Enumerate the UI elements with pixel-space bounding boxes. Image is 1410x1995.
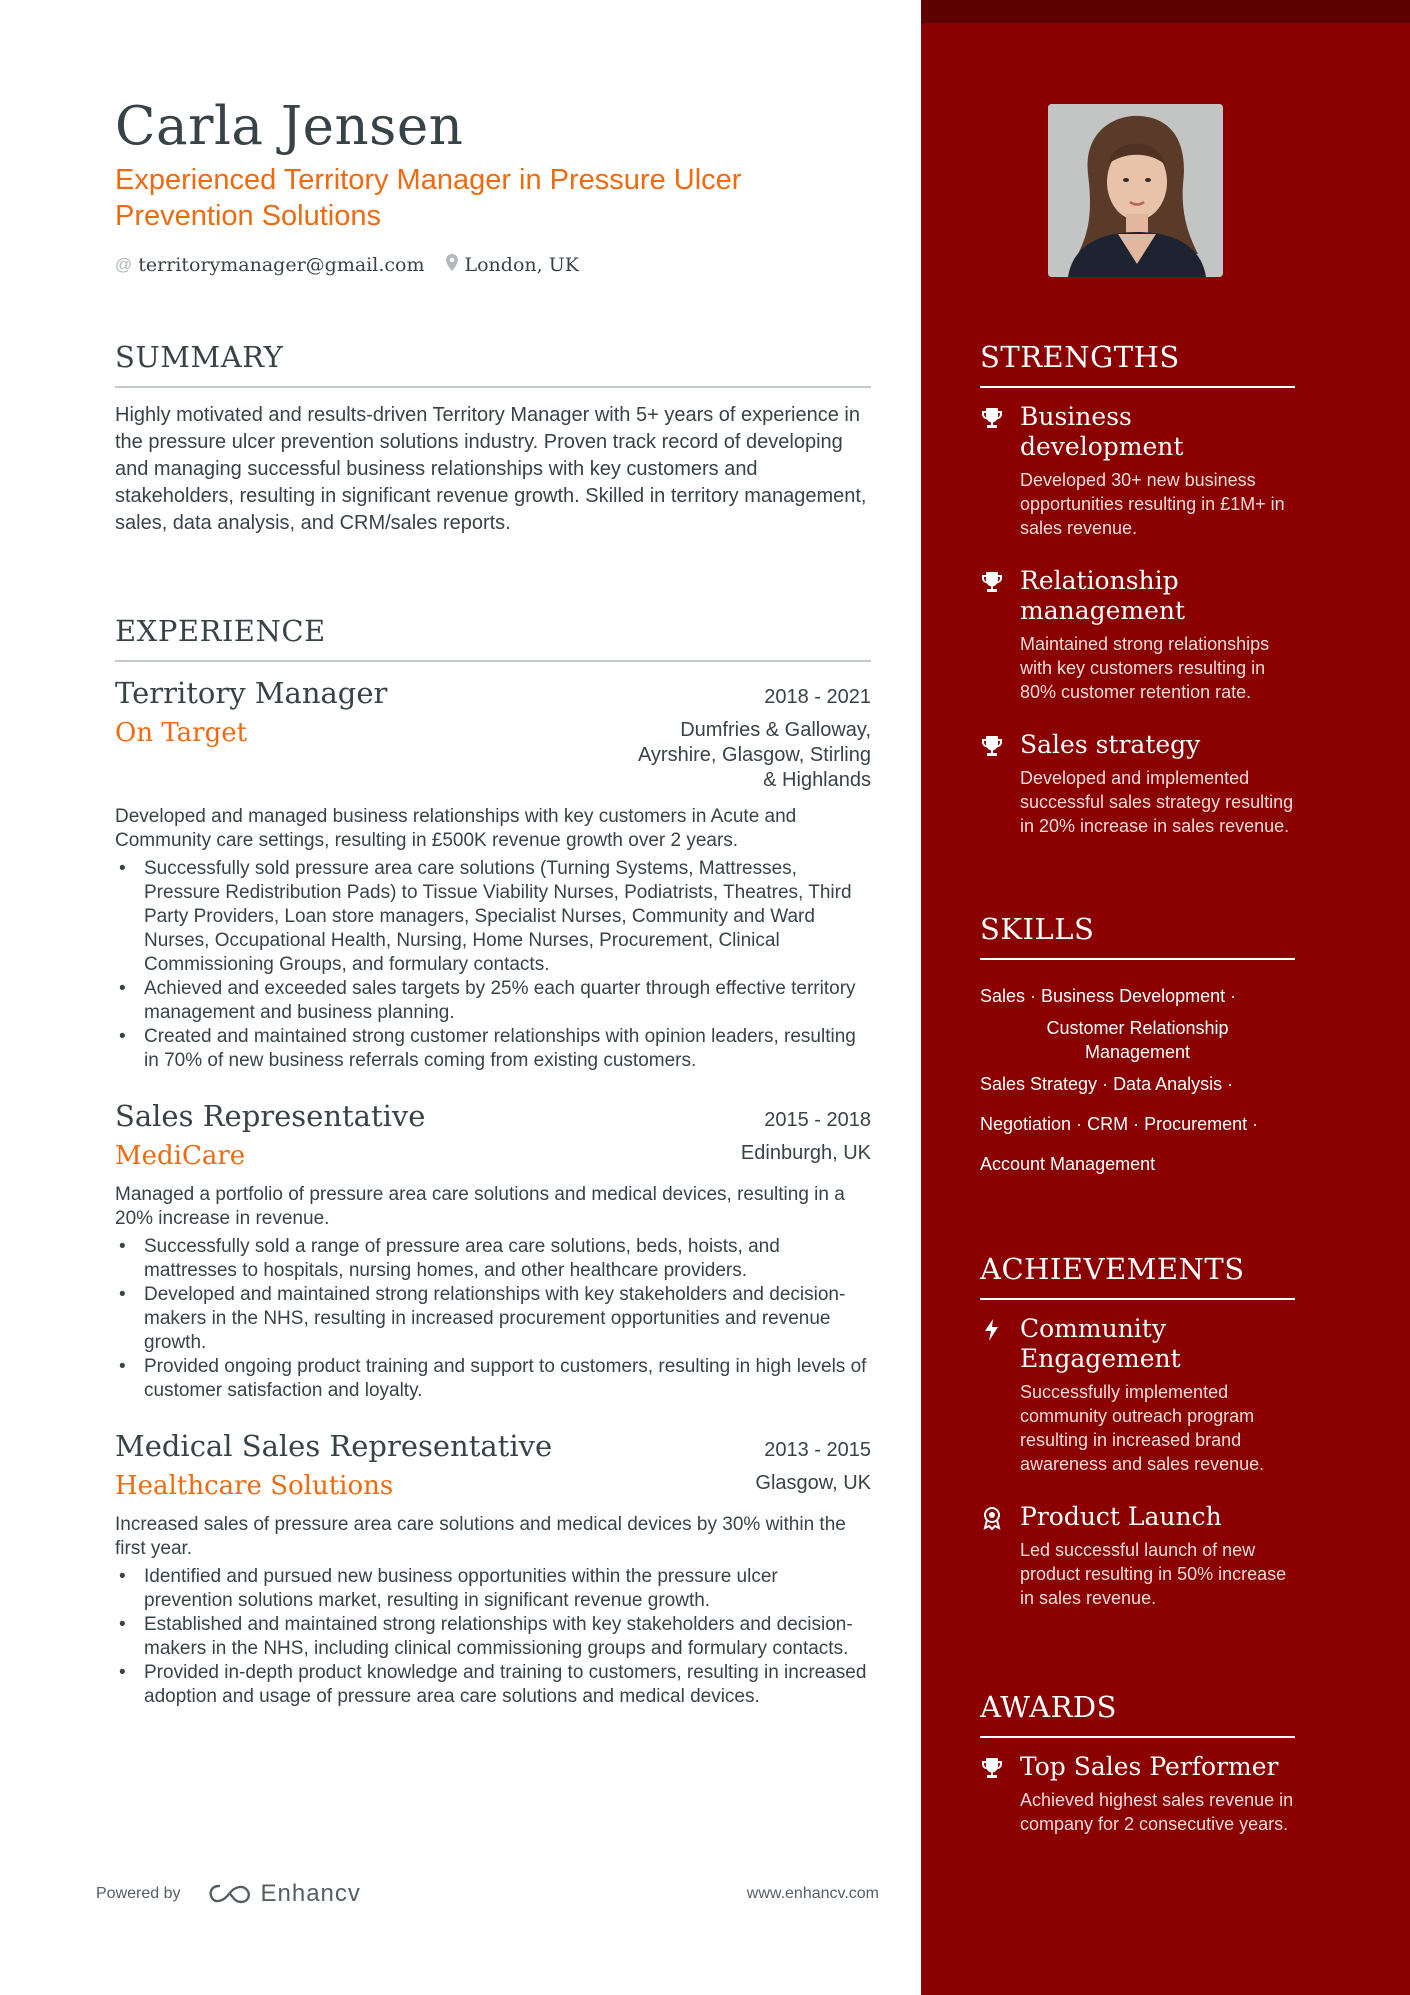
job-location: Glasgow, UK xyxy=(755,1472,871,1494)
medal-icon xyxy=(980,1502,1008,1610)
strength-item xyxy=(980,566,1295,704)
headline: Experienced Territory Manager in Pressure Ulcer Prevention Solutions xyxy=(115,164,742,232)
sidebar-top-bar xyxy=(921,0,1410,23)
awards-section xyxy=(980,1690,1295,1836)
awards-title: AWARDS xyxy=(980,1690,1295,1738)
lightning-icon xyxy=(980,1314,1008,1476)
location: London, UK xyxy=(464,254,579,276)
achievement-item xyxy=(980,1502,1295,1610)
company-name: MediCare xyxy=(115,1141,246,1171)
experience-section xyxy=(115,614,871,1709)
award-title: Top Sales Performer xyxy=(1020,1752,1279,1781)
job-bullets xyxy=(115,857,871,1073)
job-description: Managed a portfolio of pressure area care solutions and medical devices, resulting in a 20% increase in revenue. xyxy=(115,1184,845,1229)
skill-tag: Business Development xyxy=(1041,985,1226,1006)
bullet-item: • Identified and pursued new business opportunities within the pressure ulcer prevention solutions market, resulting in significant revenue growth. xyxy=(115,1565,871,1613)
enhancv-logo-icon xyxy=(207,1883,253,1905)
job-dates: 2018 - 2021 xyxy=(764,686,871,708)
achievement-desc: Led successful launch of new product resulting in 50% increase in sales revenue. xyxy=(1020,1540,1287,1608)
skill-tag: Negotiation xyxy=(980,1113,1072,1134)
job-title: Medical Sales Representative xyxy=(115,1429,553,1463)
summary-title: SUMMARY xyxy=(115,340,871,388)
profile-photo xyxy=(1048,104,1223,277)
achievements-section xyxy=(980,1252,1295,1610)
achievement-item xyxy=(980,1314,1295,1476)
bullet-item: • Created and maintained strong customer relationships with opinion leaders, resulting in 70% of new business referrals coming from existing customers. xyxy=(115,1025,871,1073)
strengths-section xyxy=(980,340,1295,838)
company-name: On Target xyxy=(115,718,248,748)
skill-tag: Data Analysis xyxy=(1113,1073,1223,1094)
bullet-item: • Achieved and exceeded sales targets by 25% each quarter through effective territory management and business planning. xyxy=(115,977,871,1025)
job-bullets xyxy=(115,1565,871,1709)
email[interactable]: territorymanager@gmail.com xyxy=(138,254,425,276)
skill-tag: Procurement xyxy=(1144,1113,1248,1134)
award-desc: Achieved highest sales revenue in company for 2 consecutive years. xyxy=(1020,1790,1294,1834)
award-item xyxy=(980,1752,1295,1836)
skills-title: SKILLS xyxy=(980,912,1295,960)
job-location: Edinburgh, UK xyxy=(740,1142,871,1164)
summary-text: Highly motivated and results-driven Territory Manager with 5+ years of experience in the pressure ulcer prevention solutions industry. Proven track record of developing and managing successful business relationships with key customers and stakeholders, resulting in significant revenue growth. Skilled in territory management, sales, data analysis, and CRM/sales reports. xyxy=(115,404,867,534)
powered-by-label: Powered by xyxy=(96,1885,181,1902)
achievement-title: Product Launch xyxy=(1020,1502,1222,1531)
at-icon: @ xyxy=(115,255,133,274)
bullet-item: • Successfully sold a range of pressure area care solutions, beds, hoists, and mattresses to hospitals, nursing homes, and other healthcare providers. xyxy=(115,1235,871,1283)
job-description: Developed and managed business relationships with key customers in Acute and Community care settings, resulting in £500K revenue growth over 2 years. xyxy=(115,806,797,851)
portrait-illustration xyxy=(1048,104,1223,277)
skill-tag: Customer Relationship Management xyxy=(1046,1018,1229,1062)
strength-title: Business development xyxy=(1020,402,1184,461)
strength-title: Sales strategy xyxy=(1020,730,1201,759)
strength-desc: Developed 30+ new business opportunities resulting in £1M+ in sales revenue. xyxy=(1020,470,1285,538)
summary-section xyxy=(115,340,871,537)
job-title: Territory Manager xyxy=(115,676,388,710)
achievement-title: Community Engagement xyxy=(1020,1314,1181,1373)
skill-tag: Sales xyxy=(980,985,1026,1006)
achievement-desc: Successfully implemented community outreach program resulting in increased brand awareness and sales revenue. xyxy=(1020,1382,1265,1474)
sidebar xyxy=(921,0,1410,1995)
location-item xyxy=(446,254,578,276)
strength-title: Relationship management xyxy=(1020,566,1186,625)
trophy-icon xyxy=(980,566,1008,704)
footer-brand xyxy=(96,1880,361,1908)
job-bullets xyxy=(115,1235,871,1403)
bullet-item: • Provided ongoing product training and support to customers, resulting in high levels of customer satisfaction and loyalty. xyxy=(115,1355,871,1403)
job-entry xyxy=(115,1429,871,1709)
contact-info xyxy=(115,254,579,276)
strength-item xyxy=(980,402,1295,540)
achievements-title: ACHIEVEMENTS xyxy=(980,1252,1295,1300)
job-entry xyxy=(115,1099,871,1403)
footer-url[interactable]: www.enhancv.com xyxy=(746,1885,879,1902)
trophy-icon xyxy=(980,1752,1008,1836)
enhancv-logo[interactable] xyxy=(207,1880,361,1908)
bullet-item: • Provided in-depth product knowledge and training to customers, resulting in increased adoption and usage of pressure area care solutions and medical devices. xyxy=(115,1661,871,1709)
trophy-icon xyxy=(980,730,1008,838)
job-title: Sales Representative xyxy=(115,1099,426,1133)
strength-item xyxy=(980,730,1295,838)
bullet-item: • Developed and maintained strong relationships with key stakeholders and decision-makers in the NHS, resulting in increased procurement opportunities and revenue growth. xyxy=(115,1283,871,1355)
skills-list: Sales · Business Development · Customer Relationship Management Sales Strategy · Data Analysis · Negotiation · CRM · Procurement · Account Management xyxy=(980,985,1259,1174)
experience-title: EXPERIENCE xyxy=(115,614,871,662)
skills-section xyxy=(980,912,1295,1184)
candidate-name: Carla Jensen xyxy=(115,96,464,157)
job-location: Dumfries & Galloway, Ayrshire, Glasgow, Stirling & Highlands xyxy=(637,719,871,791)
strength-desc: Maintained strong relationships with key customers resulting in 80% customer retention rate. xyxy=(1020,634,1270,702)
trophy-icon xyxy=(980,402,1008,540)
skill-tag: CRM xyxy=(1087,1113,1129,1134)
strengths-title: STRENGTHS xyxy=(980,340,1295,388)
company-name: Healthcare Solutions xyxy=(115,1471,394,1501)
job-dates: 2013 - 2015 xyxy=(764,1439,871,1461)
job-description: Increased sales of pressure area care solutions and medical devices by 30% within the first year. xyxy=(115,1514,846,1559)
job-dates: 2015 - 2018 xyxy=(764,1109,871,1131)
bullet-item: • Successfully sold pressure area care solutions (Turning Systems, Mattresses, Pressure Redistribution Pads) to Tissue Viability Nurses, Podiatrists, Theatres, Third Party Providers, Loan store managers, Specialist Nurses, Community and Ward Nurses, Occupational Health, Nursing, Home Nurses, Procurement, Clinical Commissioning Groups, and formulary contacts. xyxy=(115,857,871,977)
email-item[interactable] xyxy=(115,254,424,276)
bullet-item: • Established and maintained strong relationships with key stakeholders and decision-makers in the NHS, including clinical commissioning groups and formulary contacts. xyxy=(115,1613,871,1661)
job-entry xyxy=(115,676,871,1073)
strength-desc: Developed and implemented successful sales strategy resulting in 20% increase in sales revenue. xyxy=(1020,768,1294,836)
skill-tag: Sales Strategy xyxy=(980,1073,1098,1094)
skill-tag: Account Management xyxy=(980,1153,1156,1174)
location-pin-icon xyxy=(446,254,458,276)
enhancv-logo-text: Enhancv xyxy=(260,1880,361,1907)
footer xyxy=(96,1880,879,1908)
